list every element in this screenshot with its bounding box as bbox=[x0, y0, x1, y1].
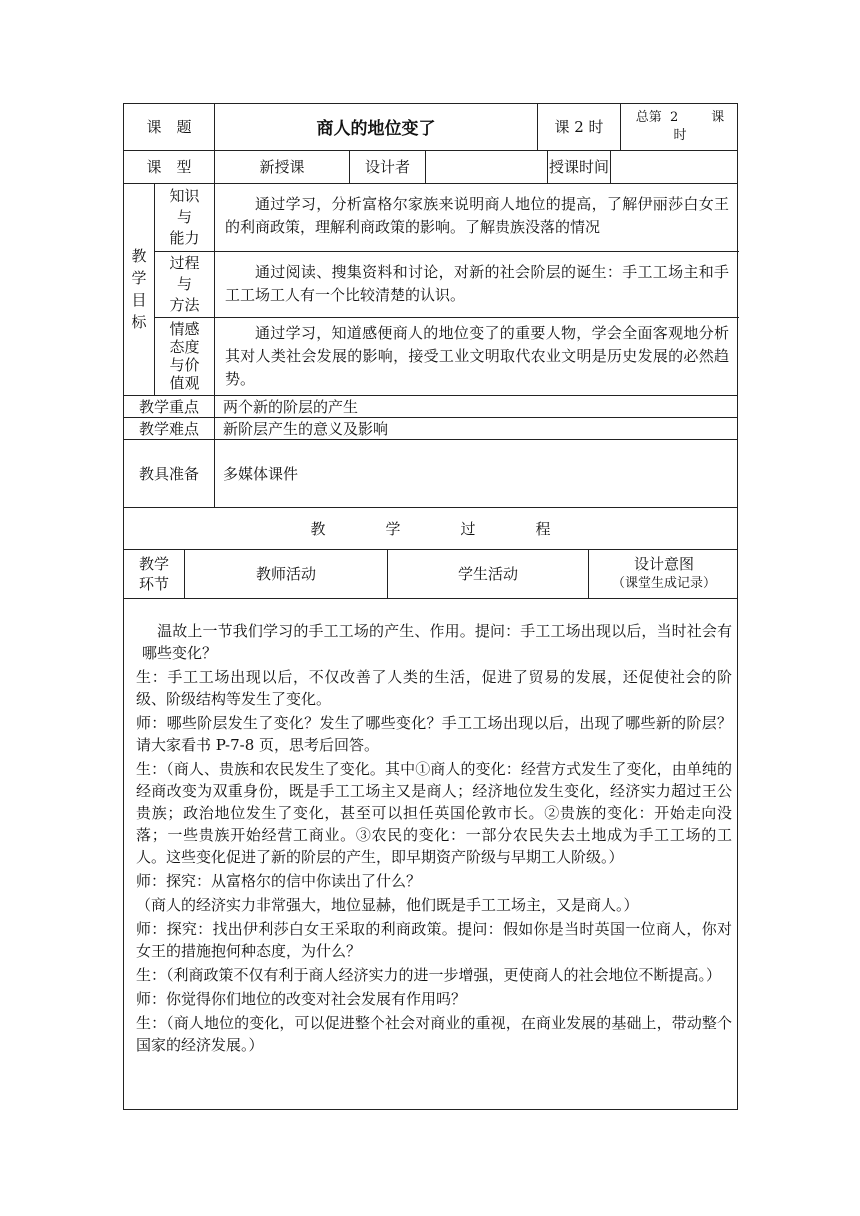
difficulty-label: 教学难点 bbox=[124, 417, 215, 439]
type-value: 新授课 bbox=[215, 150, 350, 183]
process-line: 师：哪些阶层发生了变化？发生了哪些变化？手工工场出现以后，出现了哪些新的阶层？请大家看书 P-7-8 页，思考后回答。 bbox=[136, 714, 732, 754]
key-point-row bbox=[123, 395, 738, 417]
objective-knowledge-label bbox=[155, 183, 215, 251]
tools-label: 教具准备 bbox=[124, 439, 215, 507]
process-line: 生：（商人地位的变化，可以促进整个社会对商业的重视，在商业发展的基础上，带动整个国家的经济发展。） bbox=[136, 1014, 732, 1054]
type-label: 课 型 bbox=[124, 150, 215, 183]
objective-process bbox=[155, 251, 739, 318]
process-line: 师：探究：从富格尔的信中你读出了什么？ bbox=[136, 872, 422, 890]
difficulty-value: 新阶层产生的意义及影响 bbox=[223, 419, 389, 438]
designer-value bbox=[426, 150, 548, 183]
design-intent-header bbox=[589, 549, 739, 598]
objective-emotion-text bbox=[215, 317, 739, 395]
process-line: 师：你觉得你们地位的改变对社会发展有作用吗？ bbox=[136, 990, 467, 1008]
key-point-value: 两个新的阶层的产生 bbox=[223, 397, 359, 416]
label-line: 值观 bbox=[169, 374, 200, 392]
total-hours bbox=[621, 103, 739, 150]
label-line: 与 bbox=[176, 274, 192, 293]
label-line: 情感 bbox=[169, 320, 200, 338]
topic-label: 课 题 bbox=[124, 103, 215, 150]
lesson-title: 商人的地位变了 bbox=[215, 103, 538, 150]
design-intent-subtitle: （课堂生成记录） bbox=[611, 575, 716, 591]
process-line: 生：（商人、贵族和农民发生了变化。其中①商人的变化：经营方式发生了变化，由单纯的经商改变为双重身份，既是手工工场主又是商人；经济地位发生变化，经济实力超过王公贵族；政治地位发生了变化，甚至可以担任英国伦敦市长。②贵族的变化：开始走向没落；一些贵族开始经营工商业。③农民的变化：一部分农民失去土地成为手工工场的工人。这些变化促进了新的阶层的产生，即早期资产阶级与早期工人阶级。） bbox=[136, 760, 732, 866]
objective-knowledge-text bbox=[215, 183, 739, 251]
objective-process-text bbox=[215, 251, 739, 317]
process-title bbox=[124, 507, 739, 549]
tools-value: 多媒体课件 bbox=[223, 464, 299, 483]
topic-row bbox=[123, 103, 738, 150]
process-title-text: 教学过程 bbox=[310, 519, 611, 538]
objectives-group-label bbox=[124, 183, 155, 395]
type-row bbox=[123, 150, 738, 183]
tools-row bbox=[123, 439, 738, 507]
process-line: 温故上一节我们学习的手工工场的产生、作用。提问：手工工场出现以后，当时社会有哪些变化？ bbox=[142, 622, 732, 662]
class-hours: 课 2 时 bbox=[538, 103, 621, 150]
objective-emotion-label bbox=[155, 317, 215, 395]
teacher-activity-header: 教师活动 bbox=[185, 549, 388, 598]
key-point-label: 教学重点 bbox=[124, 395, 215, 417]
objectives-char-1: 教 bbox=[131, 247, 147, 265]
objective-text: 通过阅读、搜集资料和讨论，对新的社会阶层的诞生：手工工场主和手工工场工人有一个比较清楚的认识。 bbox=[225, 263, 729, 304]
objectives-char-2: 学 bbox=[131, 269, 147, 287]
design-intent-title: 设计意图 bbox=[633, 554, 694, 573]
designer-label: 设计者 bbox=[350, 150, 426, 183]
process-title-row bbox=[123, 507, 738, 549]
process-line: 师：探究：找出伊利莎白女王采取的利商政策。提问：假如你是当时英国一位商人，你对女王的措施抱何种态度，为什么？ bbox=[136, 920, 732, 960]
label-line: 过程 bbox=[169, 253, 200, 272]
label-line: 与价 bbox=[169, 356, 200, 374]
objectives-char-4: 标 bbox=[131, 313, 147, 331]
objectives-block bbox=[123, 183, 738, 395]
process-header-row bbox=[123, 549, 738, 598]
objective-emotion bbox=[155, 317, 739, 395]
date-value bbox=[611, 150, 739, 183]
objective-text: 通过学习，分析富格尔家族来说明商人地位的提高，了解伊丽莎白女王的利商政策，理解利商政策的影响。了解贵族没落的情况 bbox=[225, 195, 729, 236]
objective-process-label bbox=[155, 251, 215, 317]
student-activity-header: 学生活动 bbox=[388, 549, 589, 598]
process-line: 生：手工工场出现以后，不仅改善了人类的生活，促进了贸易的发展，还促使社会的阶级、阶级结构等发生了变化。 bbox=[136, 668, 732, 708]
process-line: （商人的经济实力非常强大，地位显赫，他们既是手工工场主，又是商人。） bbox=[136, 896, 639, 914]
objective-knowledge bbox=[155, 183, 739, 252]
label-line: 态度 bbox=[169, 338, 200, 356]
process-line: 生：（利商政策不仅有利于商人经济实力的进一步增强，更使商人的社会地位不断提高。） bbox=[136, 966, 722, 984]
objectives-char-3: 目 bbox=[131, 291, 147, 309]
stage-header-line: 环节 bbox=[138, 574, 169, 593]
date-label: 授课时间 bbox=[548, 150, 611, 183]
label-line: 知识 bbox=[169, 186, 200, 205]
process-text bbox=[136, 620, 732, 1056]
difficulty-row bbox=[123, 417, 738, 439]
label-line: 能力 bbox=[169, 228, 200, 247]
label-line: 方法 bbox=[169, 295, 200, 314]
process-body bbox=[123, 598, 738, 1110]
stage-header bbox=[124, 549, 185, 598]
label-line: 与 bbox=[176, 207, 192, 226]
total-hours-bottom: 时 bbox=[673, 127, 687, 143]
total-hours-top: 总第 2 课 bbox=[635, 109, 725, 125]
objective-text: 通过学习，知道感便商人的地位变了的重要人物，学会全面客观地分析其对人类社会发展的影响，接受工业文明取代农业文明是历史发展的必然趋势。 bbox=[225, 324, 729, 388]
stage-header-line: 教学 bbox=[138, 554, 169, 573]
